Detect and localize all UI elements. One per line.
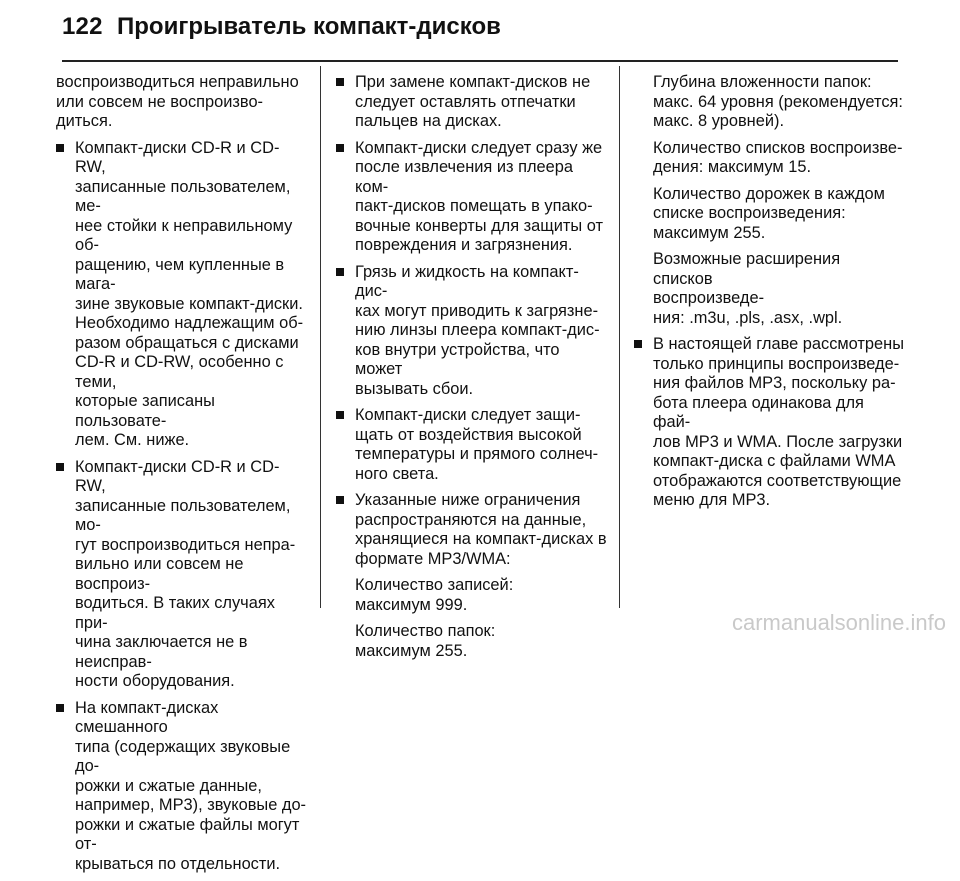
- paragraph-text: Количество списков воспроизве- дения: максимум 15.: [653, 138, 903, 176]
- paragraph-text: Глубина вложенности папок: макс. 64 уровня (рекомендуется: макс. 8 уровней).: [653, 73, 903, 130]
- bullet-item: [634, 335, 904, 511]
- bullet-square-icon: [56, 144, 64, 152]
- paragraph-text: Компакт-диски следует защи- щать от воздействия высокой температуры и прямого солнеч- ного света.: [355, 406, 599, 483]
- bullet-item: [56, 699, 308, 875]
- paragraph-text: Компакт-диски CD-R и CD-RW, записанные пользователем, ме- нее стойки к неправильному об- ращению, чем купленные в мага- зине звуковые компакт-диски. Необходимо надлежащим об- разом обращаться с дисками CD-R и CD-RW, особенно с теми, которые записаны пользовате- лем. См. ниже.: [75, 138, 304, 449]
- bullet-item: [336, 263, 608, 400]
- bullet-square-icon: [336, 496, 344, 504]
- paragraph-text: Грязь и жидкость на компакт-дис- ках могут приводить к загрязне- нию линзы плеера компакт-дис- ков внутри устройства, что может вызывать сбои.: [355, 262, 600, 398]
- paragraph-text: В настоящей главе рассмотрены только принципы воспроизведе- ния файлов MP3, поскольку ра- бота плеера одинакова для фай- лов MP3 и WMA. После загрузки компакт-диска с файлами WMA отображаются соответствующие меню для MP3.: [653, 335, 904, 509]
- paragraph: [634, 73, 904, 132]
- paragraph: [634, 250, 904, 328]
- bullet-square-icon: [336, 78, 344, 86]
- bullet-item: [336, 491, 608, 569]
- bullet-item: [336, 139, 608, 256]
- paragraph-text: Указанные ниже ограничения распространяются на данные, хранящиеся на компакт-дисках в формате MP3/WMA:: [355, 491, 607, 568]
- paragraph-text: Компакт-диски следует сразу же после извлечения из плеера ком- пакт-дисков помещать в упако- вочные конверты для защиты от повреждения и загрязнения.: [355, 138, 604, 254]
- page-header: [0, 0, 960, 62]
- bullet-item: [56, 139, 308, 451]
- bullet-item: [336, 73, 608, 132]
- bullet-square-icon: [336, 144, 344, 152]
- column-2: [336, 73, 608, 668]
- paragraph: [336, 576, 608, 615]
- column-divider-1: [320, 66, 321, 608]
- paragraph-text: Количество дорожек в каждом списке воспроизведения: максимум 255.: [653, 184, 885, 242]
- paragraph: [634, 139, 904, 178]
- paragraph-text: Количество записей: максимум 999.: [355, 576, 514, 614]
- paragraph-text: Количество папок: максимум 255.: [355, 622, 496, 660]
- bullet-item: [56, 458, 308, 692]
- paragraph: [56, 73, 308, 132]
- paragraph-text: Возможные расширения списков воспроизведе- ния: .m3u, .pls, .asx, .wpl.: [653, 250, 843, 327]
- paragraph-text: воспроизводиться неправильно или совсем не воспроизво- диться.: [56, 73, 299, 130]
- page-title: Проигрыватель компакт-дисков: [117, 13, 501, 40]
- bullet-square-icon: [56, 704, 64, 712]
- bullet-square-icon: [634, 340, 642, 348]
- header-rule: [62, 60, 898, 62]
- paragraph-text: На компакт-дисках смешанного типа (содержащих звуковые до- рожки и сжатые данные, например, MP3), звуковые до- рожки и сжатые файлы могут от- крываться по отдельности.: [75, 698, 307, 873]
- bullet-item: [336, 406, 608, 484]
- bullet-square-icon: [336, 411, 344, 419]
- paragraph: [634, 185, 904, 244]
- watermark: carmanualsonline.info: [731, 610, 946, 635]
- paragraph-text: Компакт-диски CD-R и CD-RW, записанные пользователем, мо- гут воспроизводиться непра- вильно или совсем не воспроиз- водиться. В таких случаях при- чина заключается не в неисправ- ности оборудования.: [75, 457, 296, 690]
- column-1: [56, 73, 308, 881]
- column-divider-2: [619, 66, 620, 608]
- column-3: [634, 73, 904, 518]
- paragraph-text: При замене компакт-дисков не следует оставлять отпечатки пальцев на дисках.: [355, 73, 591, 130]
- bullet-square-icon: [336, 268, 344, 276]
- bullet-square-icon: [56, 463, 64, 471]
- page-number: 122: [62, 13, 103, 40]
